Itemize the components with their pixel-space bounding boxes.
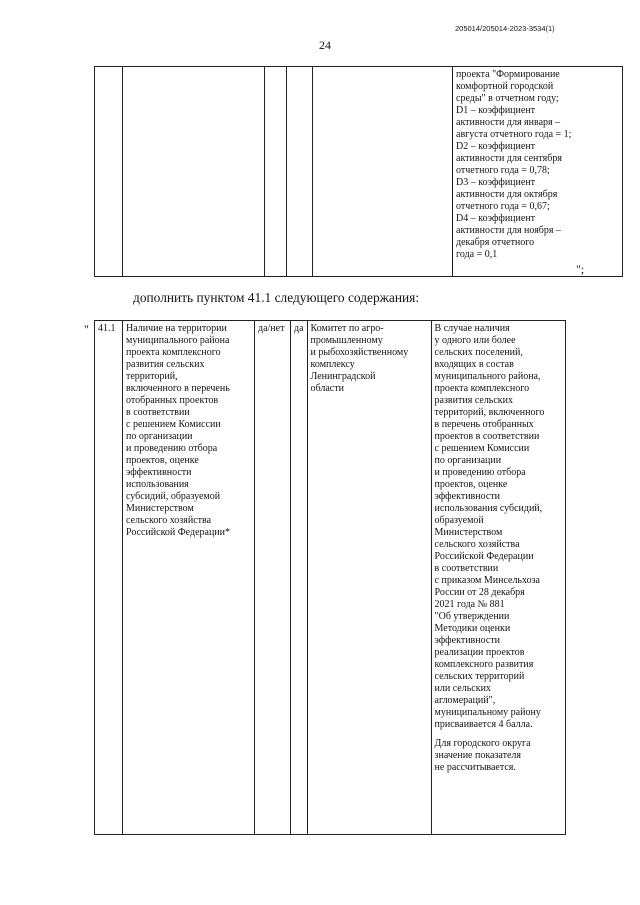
continued-table [94, 66, 623, 277]
method-line: активности для ноября – [456, 225, 561, 236]
method-line: отчетного года = 0,67; [456, 201, 550, 212]
cell-responsible [313, 67, 453, 277]
method-line: года = 0,1 [456, 249, 498, 260]
document-id: 205014/205014-2023-3534(1) [455, 24, 555, 33]
cell-target [287, 67, 313, 277]
responsible-text: Комитет по агро- промышленному и рыбохозяйственному комплексу Ленинградской области [307, 321, 431, 835]
page-number: 24 [319, 38, 331, 52]
method-line: комфортной городской [456, 81, 554, 92]
row-number: 41.1 [95, 321, 123, 835]
cell-indicator [123, 67, 265, 277]
method-line: декабря отчетного [456, 237, 535, 248]
method-line: D2 – коэффициент [456, 141, 536, 152]
target-value: да [291, 321, 308, 835]
method-line: августа отчетного года = 1; [456, 129, 572, 140]
method-paragraph-2: Для городского округа значение показателя не рассчитывается. [434, 738, 531, 773]
new-row-table [94, 320, 566, 835]
indicator-text: Наличие на территории муниципального района проекта комплексного развития сельских территорий, включенного в перечень отобранных проектов в соответствии с решением Комиссии по организации и проведению отбора проектов, оценке эффективности использования субсидий, образуемой Министерством сельского хозяйства Российской Федерации* [123, 321, 255, 835]
cell-method [453, 67, 623, 277]
cell-unit [265, 67, 287, 277]
method-line: проекта "Формирование [456, 69, 560, 80]
opening-quote-mark: " [84, 322, 89, 336]
method-line: активности для января – [456, 117, 561, 128]
method-line: отчетного года = 0,78; [456, 165, 550, 176]
method-line: D3 – коэффициент [456, 177, 536, 188]
method-line: D4 – коэффициент [456, 213, 536, 224]
method-line: D1 – коэффициент [456, 105, 536, 116]
unit-text: да/нет [255, 321, 291, 835]
method-text [431, 321, 565, 835]
cell-number [95, 67, 123, 277]
method-line: среды" в отчетном году; [456, 93, 559, 104]
amendment-intro: дополнить пунктом 41.1 следующего содержания: [133, 290, 420, 305]
method-line: активности для сентября [456, 153, 562, 164]
method-paragraph-1: В случае наличия у одного или более сельских поселений, входящих в состав муниципального района, проекта комплексного развития сельских территорий, включенного в перечень отобранных проектов в соответствии с решением Комиссии по организации и проведению отбора проектов, оценке эффективности использования субсидий, образуемой Министерством сельского хозяйства Российской Федерации в соответствии с приказом Минсельхоза России от 28 декабря 2021 года № 881 "Об утверждении Методики оценки эффективности реализации проектов комплексного развития сельских территорий или сельских агломераций", муниципальному району присваивается 4 балла. [434, 323, 545, 730]
closing-quote-mark: "; [576, 262, 585, 276]
method-line: активности для октября [456, 189, 558, 200]
